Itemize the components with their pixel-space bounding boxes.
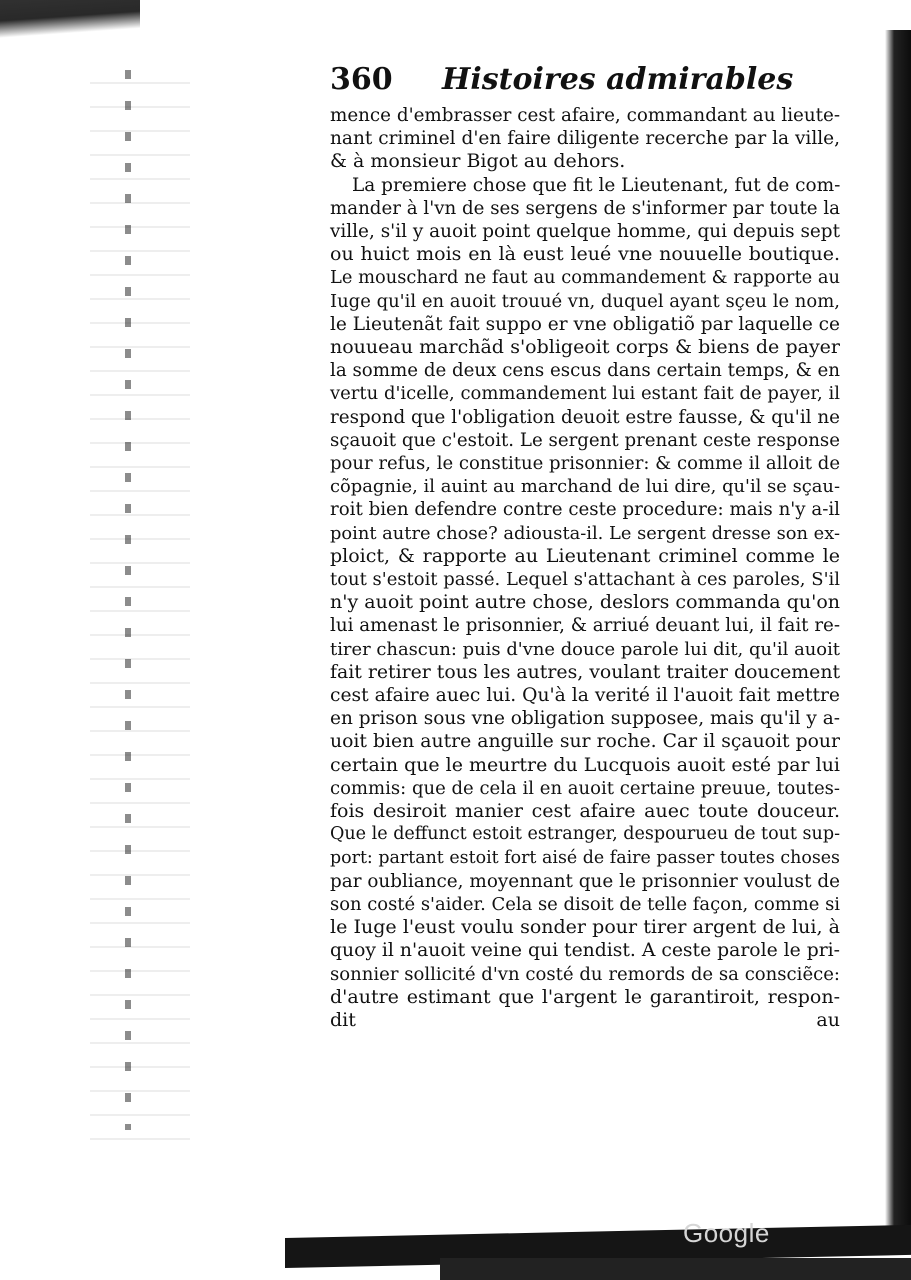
text-line: fois desiroit manier cest afaire auec toute douceur. [330,800,840,823]
text-line: d'autre estimant que l'argent le garantiroit, respon- [330,985,840,1008]
text-line: pour refus, le constitue prisonnier: & comme il alloit de [330,453,840,475]
text-line: mander à l'vn de ses sergens de s'informer par toute la [330,197,840,219]
text-line: ploict, & rapporte au Lieutenant criminel comme le [330,544,840,567]
text-line: son costé s'aider. Cela se disoit de telle façon, comme si [330,893,841,915]
catchword: dit au [330,1008,840,1031]
text-line: la somme de deux cens escus dans certain temps, & en [330,360,840,382]
scan-artifact-top [0,0,140,38]
book-page [330,60,840,1032]
show-through-text [90,60,190,1160]
google-watermark: Google [683,1218,770,1248]
text-line: & à monsieur Bigot au dehors. [330,150,626,173]
text-line: nant criminel d'en faire diligente recerche par la ville, [330,128,840,150]
text-line: le Iuge l'eust voulu sonder pour tirer argent de lui, à [330,916,840,939]
text-line: port: partant estoit fort aisé de faire passer toutes choses [330,847,840,868]
text-line: sonnier sollicité d'vn costé du remords de sa consciẽce: [330,963,840,985]
text-line: fait retirer tous les autres, voulant traiter doucement [330,660,841,683]
text-line: cõpagnie, il auint au marchand de lui dire, qu'il se sçau- [330,476,840,498]
body-text [330,104,840,1032]
page-number: 360 [330,62,393,97]
text-line: sçauoit que c'estoit. Le sergent prenant ceste response [330,429,840,451]
scan-artifact-bottom-2 [440,1258,911,1280]
text-line: le Lieutenãt fait suppo er vne obligatiõ par laquelle ce [330,313,840,335]
text-line: quoy il n'auoit veine qui tendist. A ceste parole le pri- [330,940,840,962]
text-line: tout s'estoit passé. Lequel s'attachant à ces paroles, S'il [330,569,840,591]
running-title: Histoires admirables [442,62,794,97]
text-line: certain que le meurtre du Lucquois auoit esté par lui [330,753,840,776]
text-line: lui amenast le prisonnier, & arriué deuant lui, il fait re- [330,615,840,637]
text-line: n'y auoit point autre chose, deslors commanda qu'on [330,591,840,614]
text-line: point autre chose? adiousta-il. Le sergent dresse son ex- [330,522,840,544]
page-header [330,60,840,104]
text-line: ville, s'il y auoit point quelque homme, qui depuis sept [330,221,840,243]
show-through-marks [125,70,131,1130]
text-line: commis: que de cela il en auoit certaine preuue, toutes- [330,777,840,799]
text-line: Le mouschard ne faut au commandement & rapporte au [330,267,840,289]
text-line: uoit bien autre anguille sur roche. Car il sçauoit pour [330,731,840,753]
scan-artifact-right-edge [885,30,911,1245]
text-line: Que le deffunct estoit estranger, despourueu de tout sup- [330,824,840,845]
text-line: respond que l'obligation deuoit estre fausse, & qu'il ne [330,406,840,428]
text-line: roit bien defendre contre ceste procedure: mais n'y a-il [330,499,840,521]
text-line: tirer chascun: puis d'vne douce parole lui dit, qu'il auoit [330,638,840,660]
text-line: Iuge qu'il en auoit trouué vn, duquel ayant sçeu le nom, [330,290,840,312]
text-line: nouueau marchãd s'obligeoit corps & biens de payer [330,336,840,359]
text-line: ou huict mois en là eust leué vne nouuelle boutique. [330,243,840,266]
text-line: La premiere chose que fit le Lieutenant, fut de com- [352,174,841,196]
text-line: mence d'embrasser cest afaire, commandant au lieute- [330,105,840,126]
text-line: vertu d'icelle, commandement lui estant fait de payer, il [330,383,840,405]
text-line: par oubliance, moyennant que le prisonnier voulust de [330,870,840,892]
text-line: cest afaire auec lui. Qu'à la verité il l'auoit fait mettre [330,685,840,707]
text-line: en prison sous vne obligation supposee, mais qu'il y a- [330,708,840,730]
